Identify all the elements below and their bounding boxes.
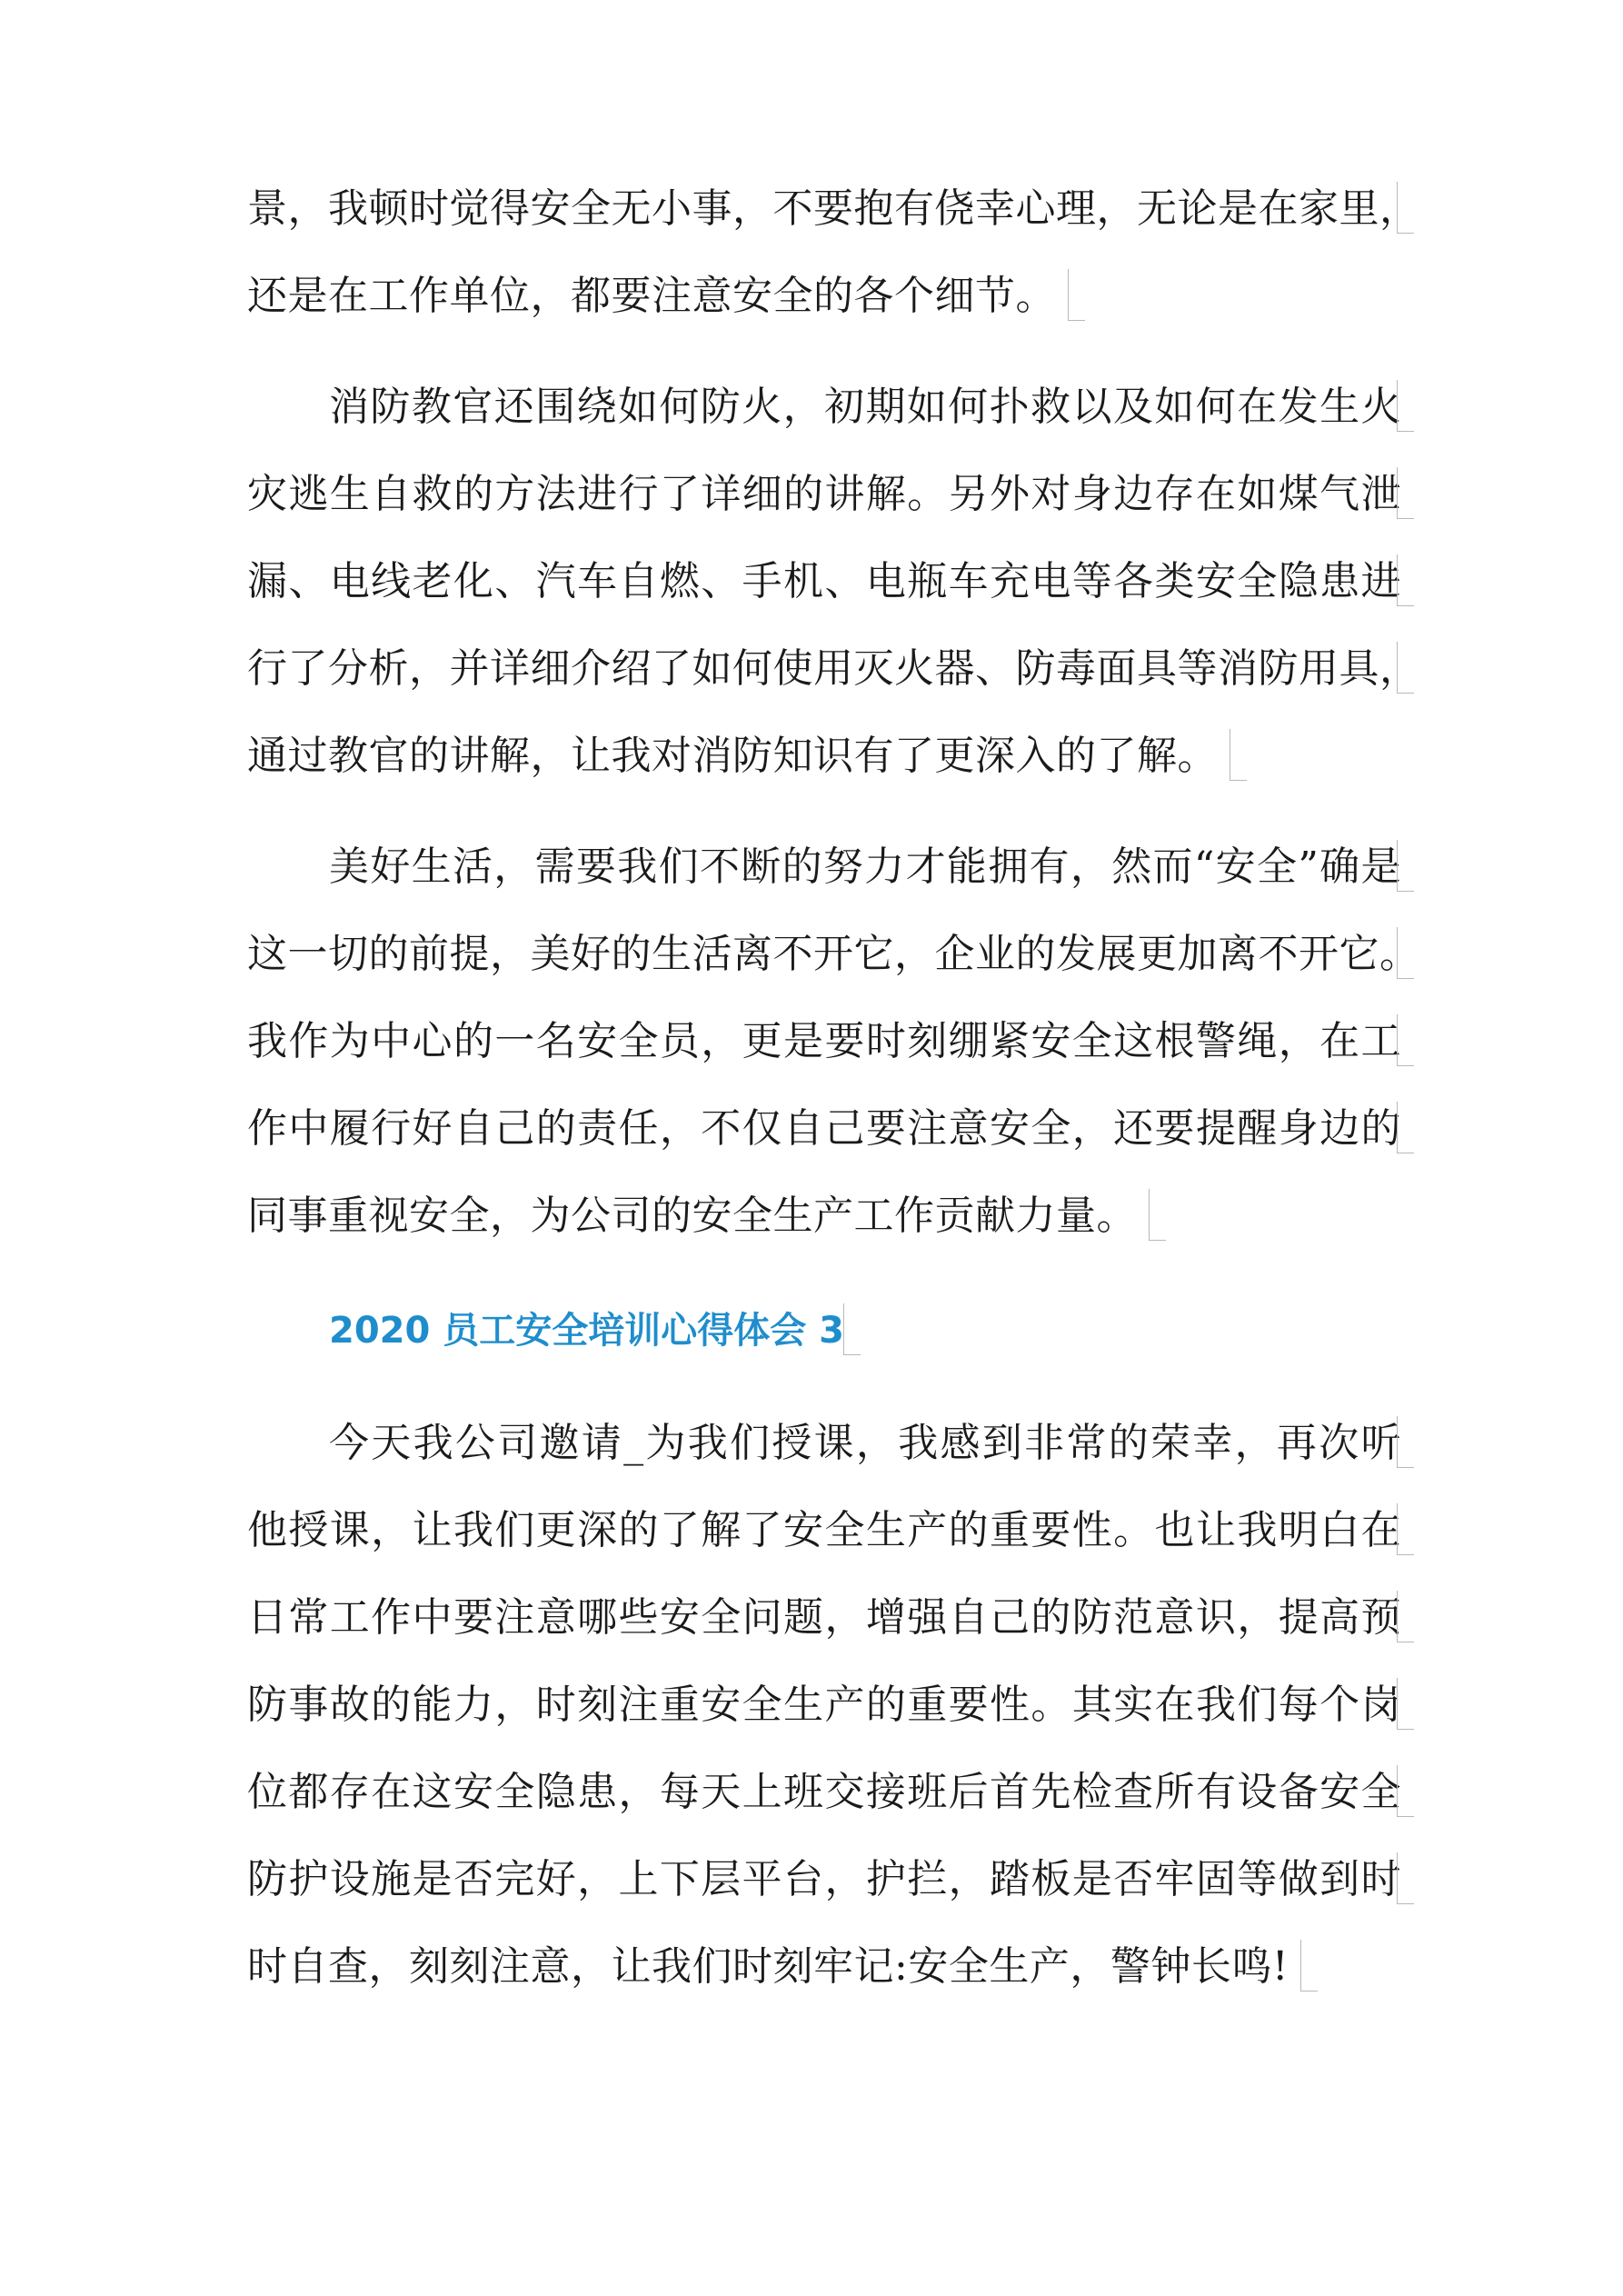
paragraph-line bbox=[247, 1836, 1401, 1923]
paragraph-line bbox=[247, 911, 1420, 998]
line-text: 行了分析，并详细介绍了如何使用灭火器、防毒面具等消防用具， bbox=[247, 645, 1420, 692]
text-boundary-mark bbox=[1397, 1503, 1414, 1555]
text-boundary-mark bbox=[1397, 380, 1414, 432]
line-text: 防护设施是否完好，上下层平台，护拦，踏板是否牢固等做到时 bbox=[247, 1856, 1401, 1902]
text-boundary-mark bbox=[1397, 1765, 1414, 1817]
paragraph-line bbox=[247, 1749, 1401, 1836]
paragraph-line bbox=[247, 1173, 1137, 1260]
text-boundary-mark bbox=[1300, 1940, 1318, 1992]
paragraph-line bbox=[247, 1662, 1401, 1749]
section-heading bbox=[329, 1287, 857, 1374]
line-text: 消防教官还围绕如何防火，初期如何扑救以及如何在发生火 bbox=[329, 384, 1401, 430]
line-text: 他授课，让我们更深的了解了安全生产的重要性。也让我明白在 bbox=[247, 1507, 1401, 1553]
line-text: 日常工作中要注意哪些安全问题，增强自己的防范意识，提高预 bbox=[247, 1594, 1401, 1641]
line-text: 时自查，刻刻注意，让我们时刻牢记:安全生产，警钟长鸣! bbox=[247, 1943, 1289, 1990]
paragraph-line bbox=[247, 1085, 1401, 1173]
text-boundary-mark bbox=[1230, 729, 1247, 781]
line-text: 灾逃生自救的方法进行了详细的讲解。另外对身边存在如煤气泄 bbox=[247, 471, 1401, 517]
line-text: 漏、电线老化、汽车自燃、手机、电瓶车充电等各类安全隐患进 bbox=[247, 558, 1401, 604]
text-boundary-mark bbox=[1397, 927, 1414, 979]
line-text: 我作为中心的一名安全员，更是要时刻绷紧安全这根警绳，在工 bbox=[247, 1018, 1401, 1064]
paragraph-line bbox=[247, 1487, 1401, 1574]
line-text: 作中履行好自己的责任，不仅自己要注意安全，还要提醒身边的 bbox=[247, 1105, 1401, 1152]
paragraph-line bbox=[247, 253, 1056, 340]
line-text: 防事故的能力，时刻注重安全生产的重要性。其实在我们每个岗 bbox=[247, 1682, 1401, 1728]
text-boundary-mark bbox=[1397, 467, 1414, 519]
paragraph-line bbox=[247, 451, 1401, 538]
line-text: 今天我公司邀请_为我们授课，我感到非常的荣幸，再次听 bbox=[329, 1420, 1401, 1466]
text-boundary-mark bbox=[843, 1303, 861, 1355]
line-text: 同事重视安全，为公司的安全生产工作贡献力量。 bbox=[247, 1193, 1137, 1239]
paragraph-line bbox=[247, 713, 1218, 800]
line-text: 美好生活，需要我们不断的努力才能拥有，然而“安全”确是 bbox=[329, 844, 1401, 890]
paragraph-line bbox=[247, 625, 1420, 713]
paragraph-line bbox=[329, 364, 1401, 451]
paragraph-line bbox=[247, 538, 1401, 625]
paragraph-line bbox=[247, 1574, 1401, 1662]
paragraph-line bbox=[247, 165, 1420, 253]
paragraph-line bbox=[247, 1923, 1289, 2011]
text-boundary-mark bbox=[1397, 1852, 1414, 1904]
line-text: 景，我顿时觉得安全无小事，不要抱有侥幸心理，无论是在家里， bbox=[247, 185, 1420, 232]
text-boundary-mark bbox=[1397, 642, 1414, 694]
text-boundary-mark bbox=[1397, 1591, 1414, 1642]
line-text: 这一切的前提，美好的生活离不开它，企业的发展更加离不开它。 bbox=[247, 931, 1420, 977]
text-boundary-mark bbox=[1397, 1416, 1414, 1468]
paragraph-line bbox=[247, 998, 1401, 1085]
text-boundary-mark bbox=[1397, 182, 1414, 234]
text-boundary-mark bbox=[1397, 1678, 1414, 1730]
text-boundary-mark bbox=[1149, 1189, 1166, 1241]
text-boundary-mark bbox=[1397, 554, 1414, 606]
paragraph-line bbox=[329, 1400, 1401, 1487]
text-boundary-mark bbox=[1397, 840, 1414, 892]
line-text: 通过教官的讲解，让我对消防知识有了更深入的了解。 bbox=[247, 733, 1218, 779]
paragraph-line bbox=[329, 824, 1401, 911]
line-text: 还是在工作单位，都要注意安全的各个细节。 bbox=[247, 273, 1056, 319]
text-boundary-mark bbox=[1397, 1014, 1414, 1066]
text-boundary-mark bbox=[1068, 269, 1085, 321]
line-text: 位都存在这安全隐患，每天上班交接班后首先检查所有设备安全 bbox=[247, 1769, 1401, 1815]
text-boundary-mark bbox=[1397, 1102, 1414, 1153]
heading-text: 2020 员工安全培训心得体会 3 bbox=[329, 1310, 845, 1352]
